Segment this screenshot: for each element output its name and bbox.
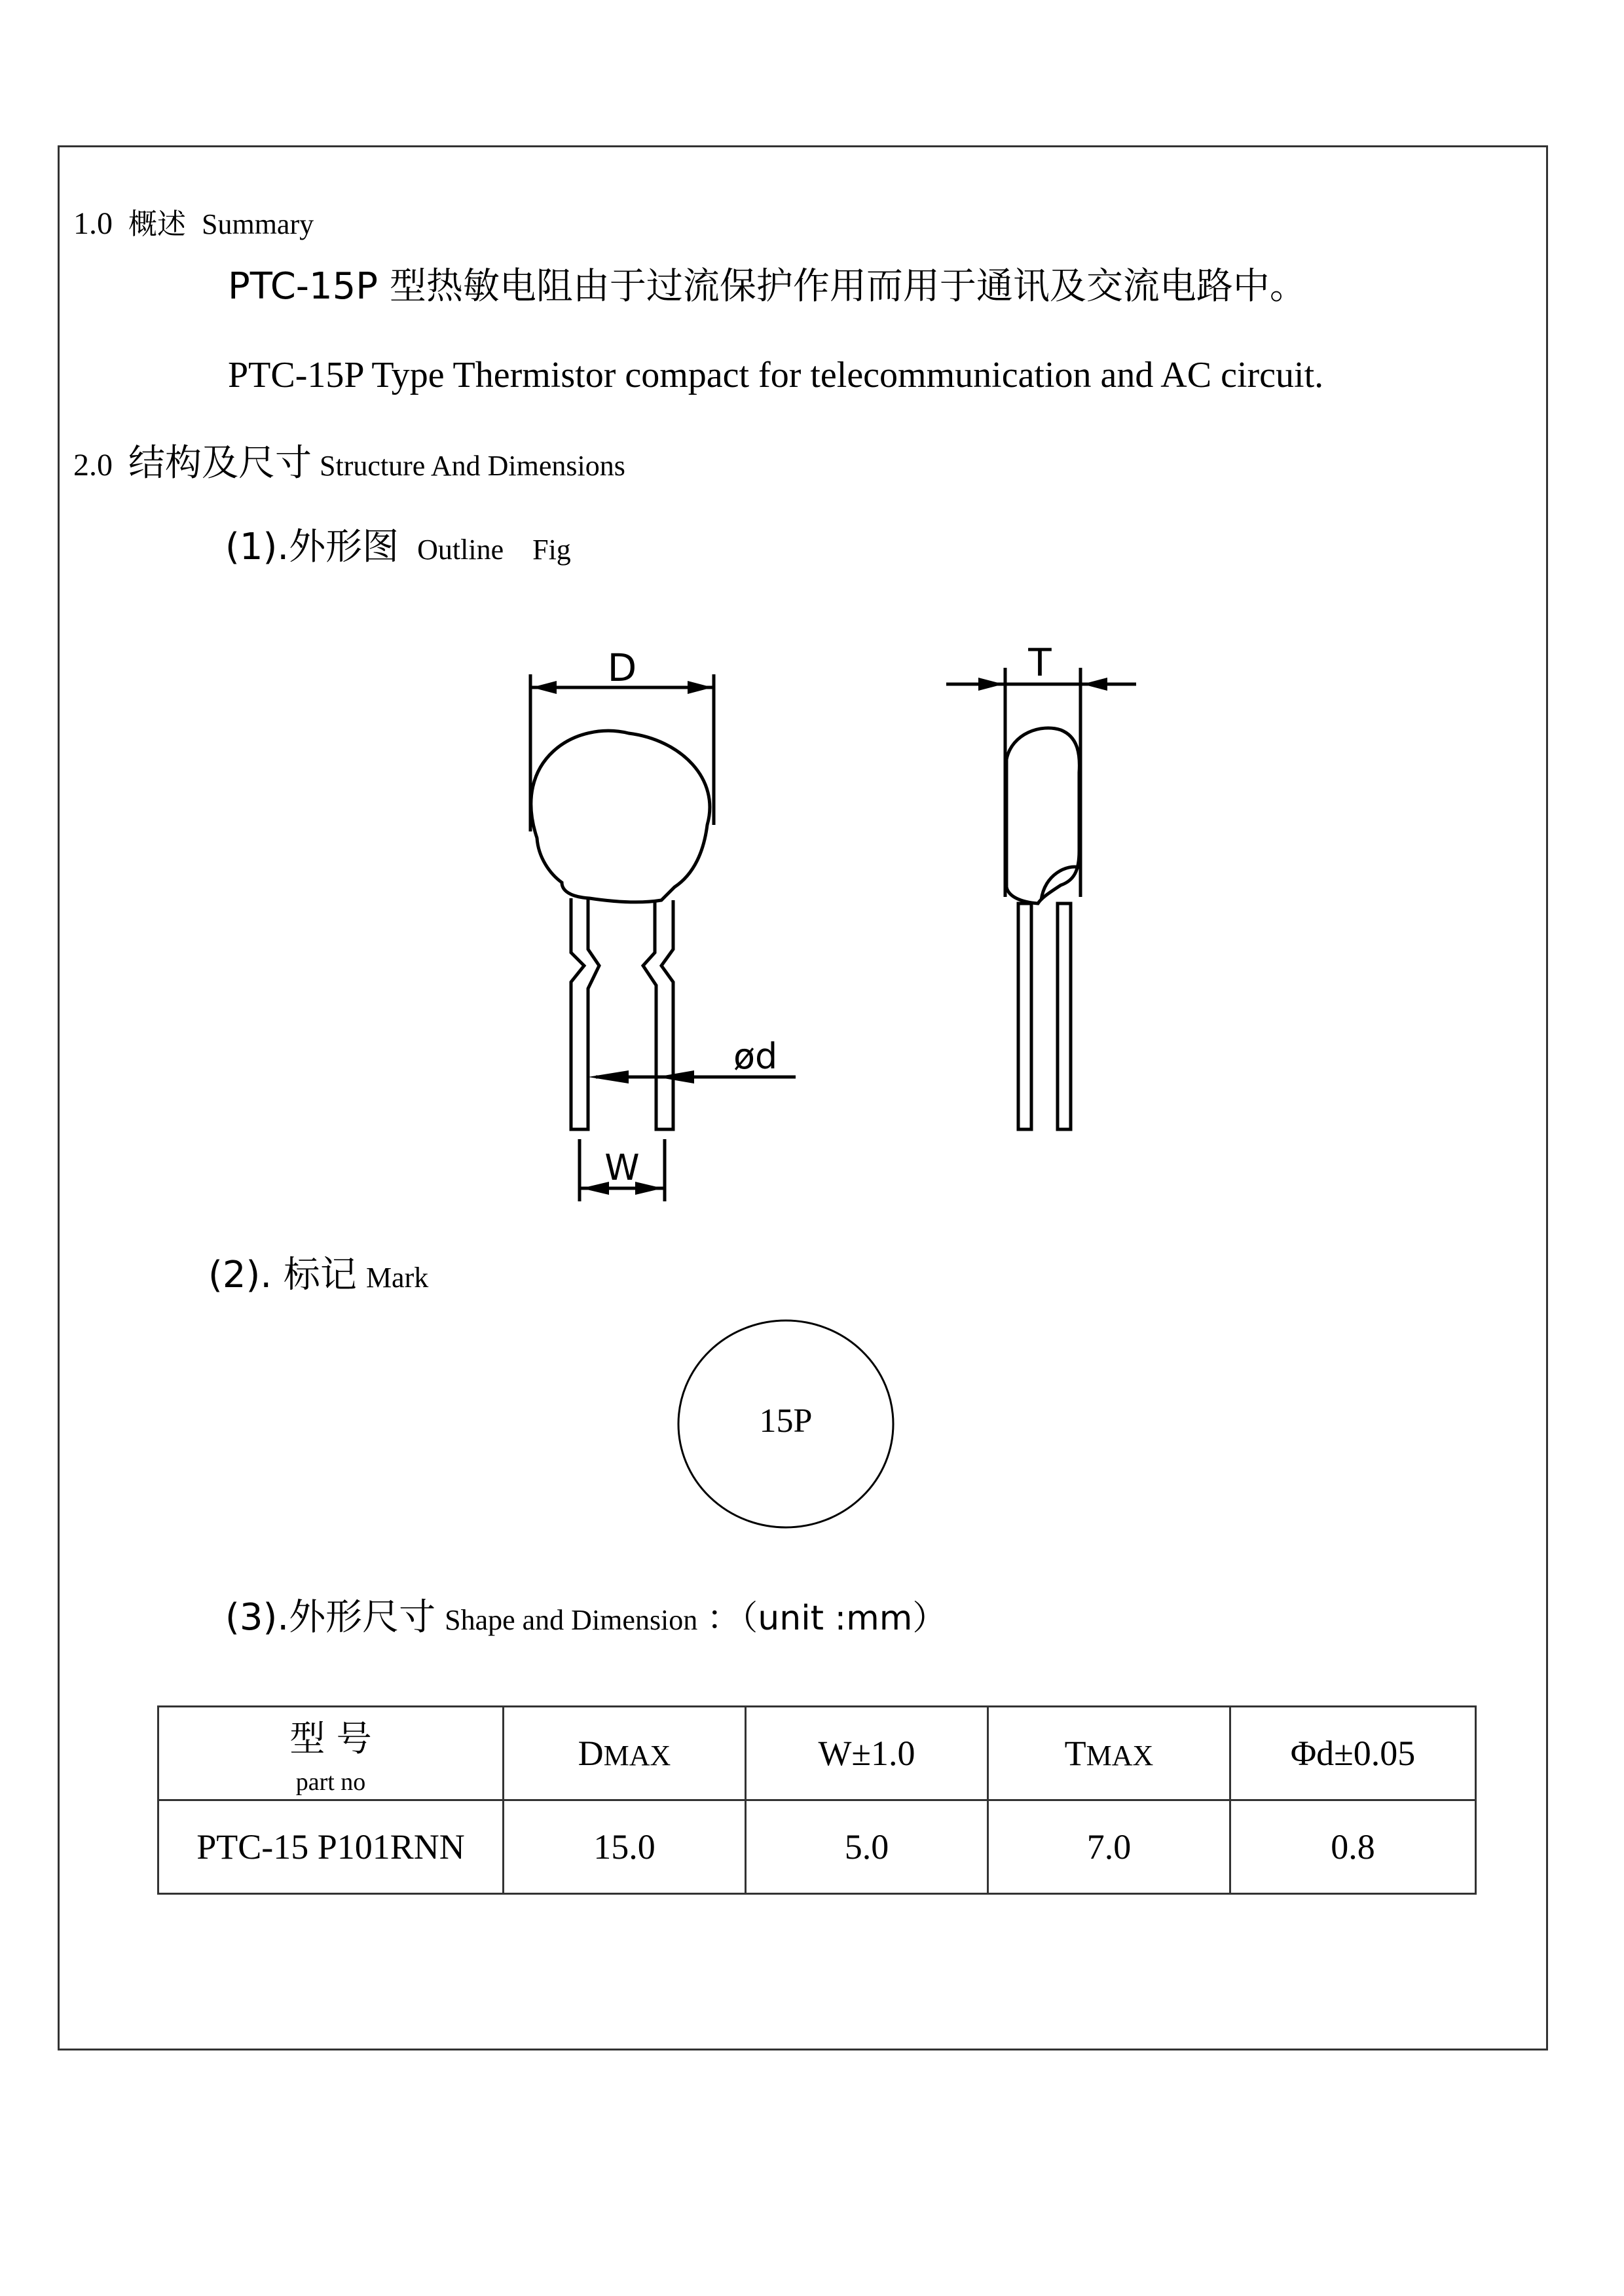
header-d-max [504,1707,746,1800]
mark-label-en: Mark [365,1262,429,1294]
shape-unit: ：（unit :mm） [707,1599,947,1638]
header-phi-d: Φd±0.05 [1230,1707,1476,1800]
side-lead-left [1018,903,1031,1129]
mark-text: 15P [759,1402,813,1440]
cell-t: 7.0 [988,1800,1230,1894]
label-d: D [607,646,637,690]
header-d-rest: MAX [603,1740,671,1772]
header-part-cn: 型 号 [289,1717,372,1759]
thermistor-side-body [1006,728,1079,903]
shape-heading [225,1596,947,1639]
outline-label-cn: (1).外形图 [225,526,399,568]
header-part-no [158,1707,504,1800]
cell-phi: 0.8 [1230,1800,1476,1894]
section1-title-cn: 概述 [128,208,186,241]
d-arrow-right [688,681,712,694]
label-t: T [1028,640,1052,685]
section1-line-en: PTC-15P Type Thermistor compact for telecommunication and AC circuit. [228,355,1324,395]
mark-label-cn: (2). 标记 [208,1254,357,1296]
mark-heading [208,1254,429,1296]
section2-title-en: Structure And Dimensions [320,450,625,482]
cell-part: PTC-15 P101RNN [158,1800,504,1894]
side-lead-right [1058,903,1071,1129]
thermistor-disc [531,731,710,902]
cell-d: 15.0 [504,1800,746,1894]
mark-circle-figure [674,1316,897,1532]
lead-right [643,900,673,1129]
header-part-en: part no [295,1768,366,1796]
t-arrow-right [1082,678,1107,691]
header-t-rest: MAX [1086,1740,1154,1772]
shape-label-cn: (3).外形尺寸 [225,1596,436,1639]
section2-title-cn: 结构及尺寸 [128,442,312,484]
header-t-first: T [1064,1734,1086,1773]
section2-number: 2.0 [73,448,113,483]
table-row [158,1800,1476,1894]
section1-number: 1.0 [73,206,113,241]
d-lead-arrow-right [656,1070,694,1084]
outline-label-en: Outline Fig [417,534,571,566]
label-phi-d: ød [733,1036,778,1077]
shape-label-en: Shape and Dimension [445,1604,698,1636]
header-d-first: D [578,1734,604,1773]
label-w: W [604,1147,640,1188]
dimension-table [157,1705,1477,1895]
header-w: W±1.0 [746,1707,988,1800]
t-arrow-left [978,678,1003,691]
table-header-row [158,1707,1476,1800]
section1-title-en: Summary [202,208,314,240]
cell-w: 5.0 [746,1800,988,1894]
section1-line-cn: PTC-15P 型热敏电阻由于过流保护作用而用于通讯及交流电路中。 [228,265,1306,308]
d-lead-arrow-left [588,1070,629,1084]
lead-left [571,898,599,1129]
d-arrow-left [532,681,557,694]
header-t-max [988,1707,1230,1800]
